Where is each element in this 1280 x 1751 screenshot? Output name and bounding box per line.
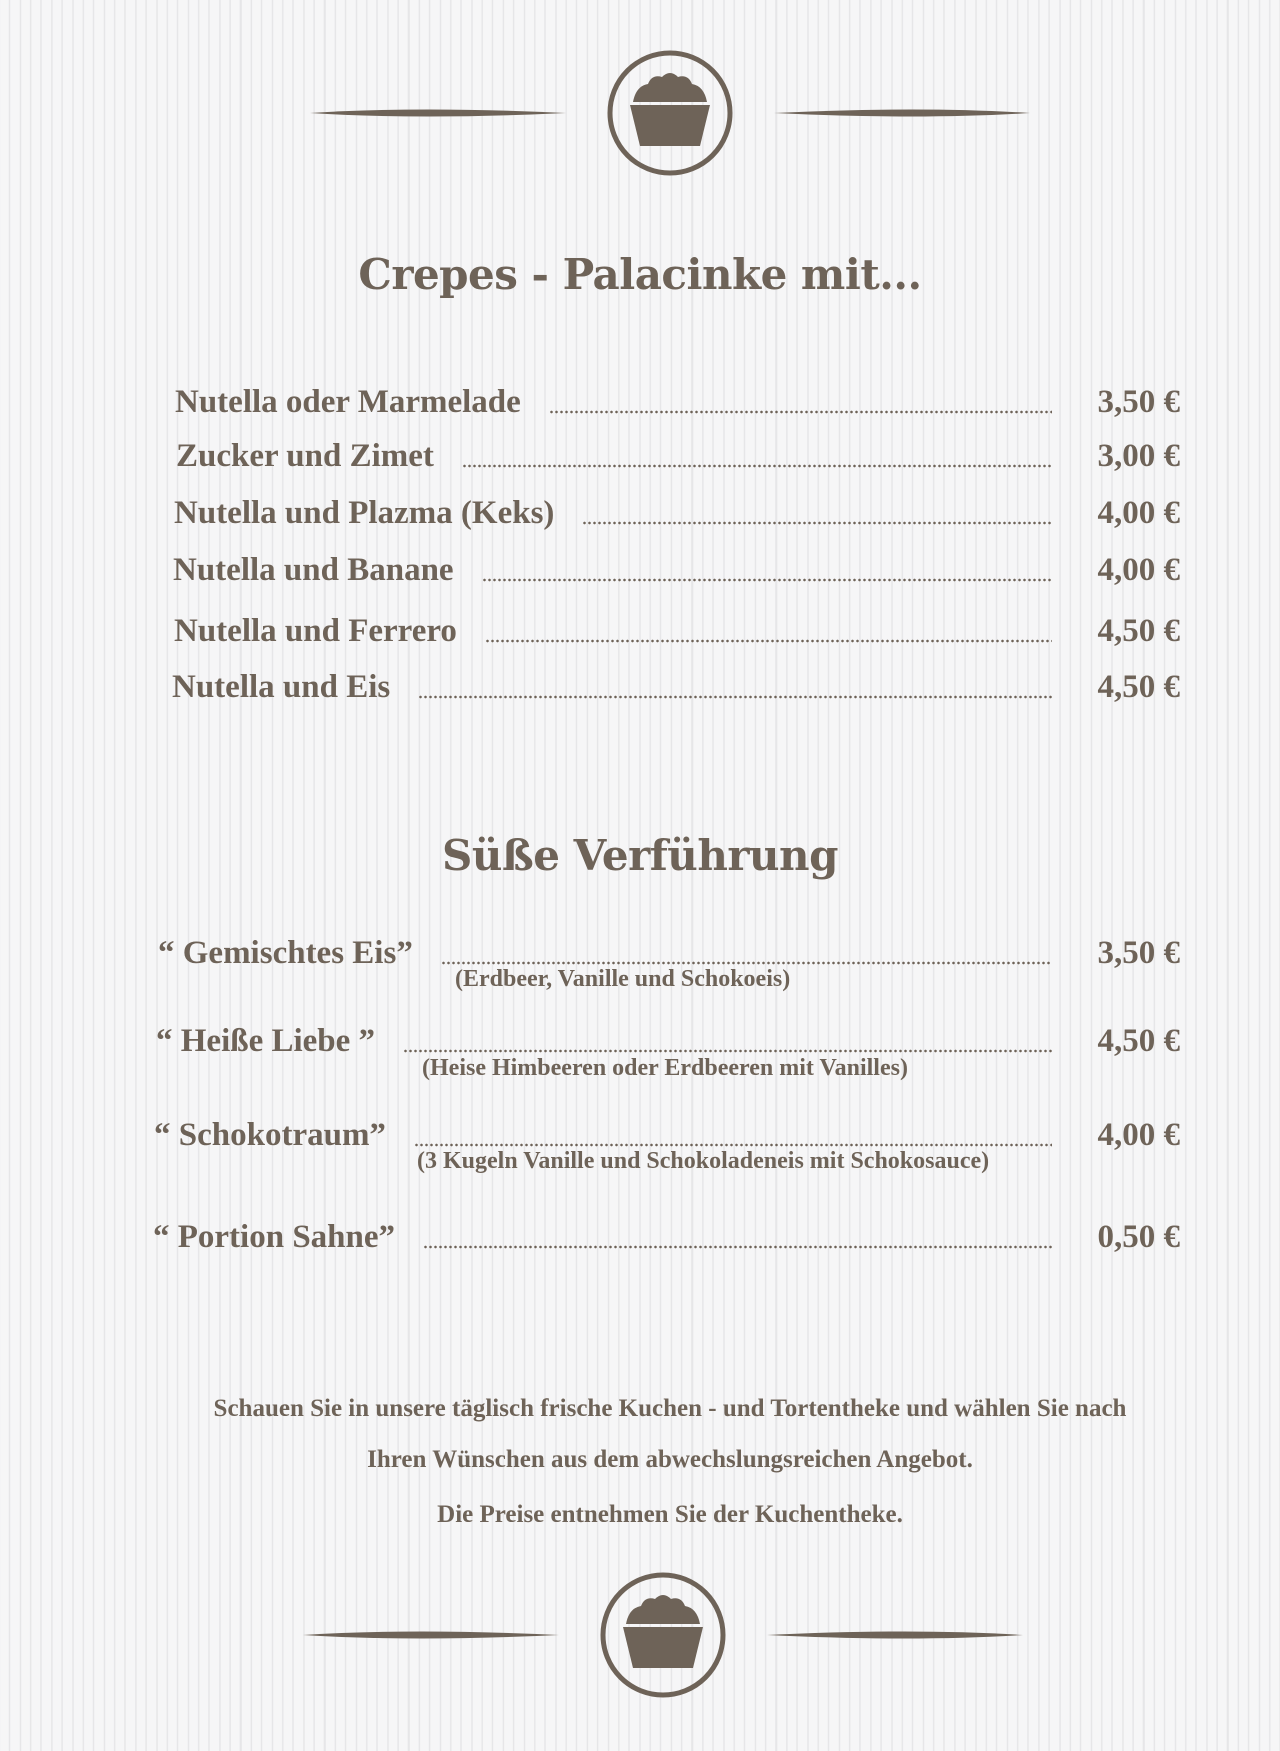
dot-leader: [403, 1049, 1052, 1053]
dot-leader: [549, 410, 1052, 414]
crepes-title: Crepes - Palacinke mit...: [358, 250, 922, 299]
menu-item-price: 4,00 €: [1097, 1117, 1180, 1153]
menu-item-description: (Heise Himbeeren oder Erdbeeren mit Vanilles): [422, 1055, 908, 1081]
suesse-title: Süße Verführung: [442, 831, 838, 880]
dot-leader: [485, 639, 1052, 643]
dot-leader: [414, 1143, 1052, 1147]
menu-item-description: (Erdbeer, Vanille und Schokoeis): [455, 966, 791, 992]
cupcake-icon: [300, 48, 1040, 178]
menu-item-name: Nutella und Eis: [172, 669, 391, 705]
menu-item-row: [176, 432, 1180, 476]
menu-item-price: 0,50 €: [1097, 1219, 1180, 1255]
menu-item-price: 4,50 €: [1097, 669, 1180, 705]
cupcake-icon: [293, 1570, 1033, 1700]
dot-leader: [418, 695, 1052, 699]
footer-text-line: Ihren Wünschen aus dem abwechslungsreichen Angebot.: [367, 1446, 973, 1473]
menu-item-row: [173, 546, 1180, 590]
menu-item-row: [174, 489, 1180, 533]
menu-item-row: [172, 663, 1180, 707]
menu-item-row: [174, 607, 1180, 651]
menu-item-name: Zucker und Zimet: [176, 438, 434, 474]
menu-item-row: [175, 378, 1180, 422]
menu-item-name: “ Gemischtes Eis”: [158, 935, 413, 971]
menu-item-price: 4,50 €: [1097, 613, 1180, 649]
menu-item-price: 3,00 €: [1097, 438, 1180, 474]
menu-item-price: 3,50 €: [1097, 935, 1180, 971]
dot-leader: [482, 578, 1052, 582]
menu-item-name: “ Schokotraum”: [154, 1117, 386, 1153]
dot-leader: [462, 464, 1052, 468]
dot-leader: [441, 961, 1052, 965]
dot-leader: [423, 1245, 1052, 1249]
menu-item-price: 3,50 €: [1097, 384, 1180, 420]
top-ornament: [300, 48, 1040, 178]
menu-item-description: (3 Kugeln Vanille und Schokoladeneis mit Schokosauce): [417, 1148, 990, 1174]
menu-item-name: Nutella oder Marmelade: [175, 384, 521, 420]
menu-item-name: Nutella und Ferrero: [174, 613, 457, 649]
menu-item-name: “ Heiße Liebe ”: [156, 1023, 376, 1059]
bottom-ornament: [293, 1570, 1033, 1700]
menu-item-row: [153, 1213, 1180, 1257]
menu-item-price: 4,00 €: [1097, 552, 1180, 588]
menu-item-name: Nutella und Banane: [173, 552, 454, 588]
menu-item-name: Nutella und Plazma (Keks): [174, 495, 555, 531]
dot-leader: [582, 521, 1052, 525]
footer-text-line: Schauen Sie in unsere täglisch frische Kuchen - und Tortentheke und wählen Sie nach: [213, 1395, 1127, 1422]
menu-item-price: 4,00 €: [1097, 495, 1180, 531]
menu-item-name: “ Portion Sahne”: [153, 1219, 396, 1255]
footer-text-line: Die Preise entnehmen Sie der Kuchentheke.: [437, 1501, 903, 1528]
menu-item-price: 4,50 €: [1097, 1023, 1180, 1059]
